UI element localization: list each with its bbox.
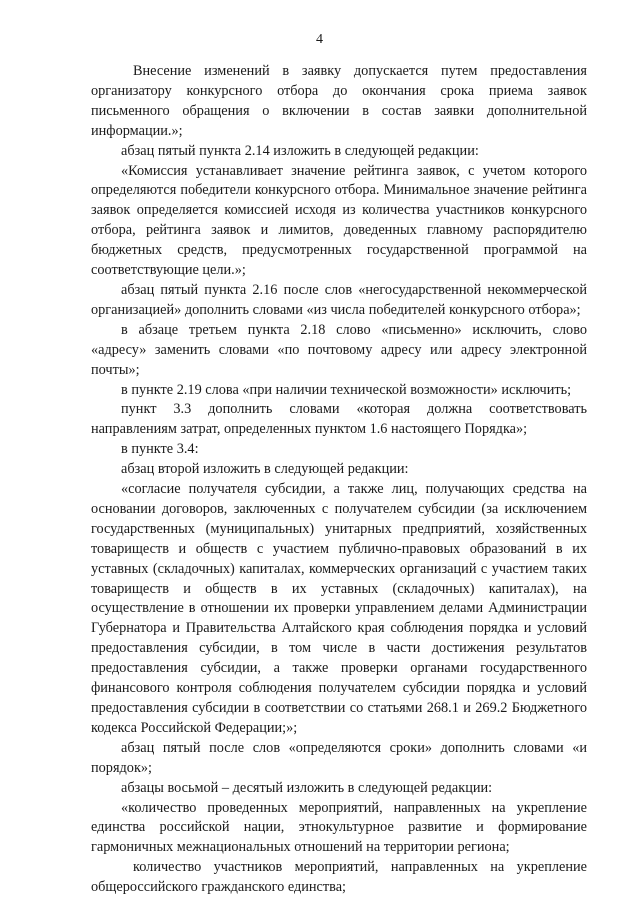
paragraph-10: «согласие получателя субсидии, а также лиц, получающих средства на основании договоров, заключенных с получателем субсидии (за исключением государственных (муниципальных) унитарных предприятий, хозяйственных товариществ и обществ с участием публично-правовых образований в их уставных (складочных) капиталах, коммерческих организаций с участием таких товариществ и обществ в их уставных (складочных) капиталах), на осуществление в отношении их проверки управлением делами Администрации Губернатора и Правительства Алтайского края соблюдения порядка и условий предоставления субсидии, в том числе в части достижения результатов предоставления субсидии, а также проверки органами государственного финансового контроля соблюдения получателем субсидии порядка и условий предоставления субсидии в соответствии со статьями 268.1 и 269.2 Бюджетного кодекса Российской Федерации;»; xyxy=(91,481,587,736)
paragraph-8: в пункте 3.4: xyxy=(121,441,199,458)
paragraph-6: в пункте 2.19 слова «при наличии технической возможности» исключить; xyxy=(121,381,572,398)
paragraph-1: Внесение изменений в заявку допускается путем предоставления организатору конкурсного отбора до окончания срока приема заявок письменного обращения о включении в состав заявки дополнительной информации.»; xyxy=(91,63,587,139)
paragraph-2: абзац пятый пункта 2.14 изложить в следующей редакции: xyxy=(121,142,479,159)
paragraph-5: в абзаце третьем пункта 2.18 слово «письменно» исключить, слово «адресу» заменить словами «по почтовому адресу или адресу электронной почты»; xyxy=(91,321,587,378)
paragraph-9: абзац второй изложить в следующей редакции: xyxy=(121,461,409,478)
paragraph-4: абзац пятый пункта 2.16 после слов «негосударственной некоммерческой организацией» дополнить словами «из числа победителей конкурсного отбора»; xyxy=(91,281,587,318)
paragraph-3: «Комиссия устанавливает значение рейтинга заявок, с учетом которого определяются победители конкурсного отбора. Минимальное значение рейтинга заявок определяется комиссией исходя из количества участников конкурсного отбора, рейтинга заявок и лимитов, доведенных главному распорядителю бюджетных средств, предусмотренных государственной программой на соответствующие цели.»; xyxy=(91,162,587,279)
paragraph-13: «количество проведенных мероприятий, направленных на укрепление единства российской нации, этнокультурное развитие и формирование гармоничных межнациональных отношений на территории региона; xyxy=(91,799,587,856)
document-body xyxy=(91,62,587,898)
page-number: 4 xyxy=(316,32,323,47)
paragraph-14: количество участников мероприятий, направленных на укрепление общероссийского гражданского единства; xyxy=(91,859,587,896)
paragraph-12: абзацы восьмой – десятый изложить в следующей редакции: xyxy=(121,779,493,796)
paragraph-11: абзац пятый после слов «определяются сроки» дополнить словами «и порядок»; xyxy=(91,739,587,776)
paragraph-7: пункт 3.3 дополнить словами «которая должна соответствовать направлениям затрат, определенных пунктом 1.6 настоящего Порядка»; xyxy=(91,401,587,438)
